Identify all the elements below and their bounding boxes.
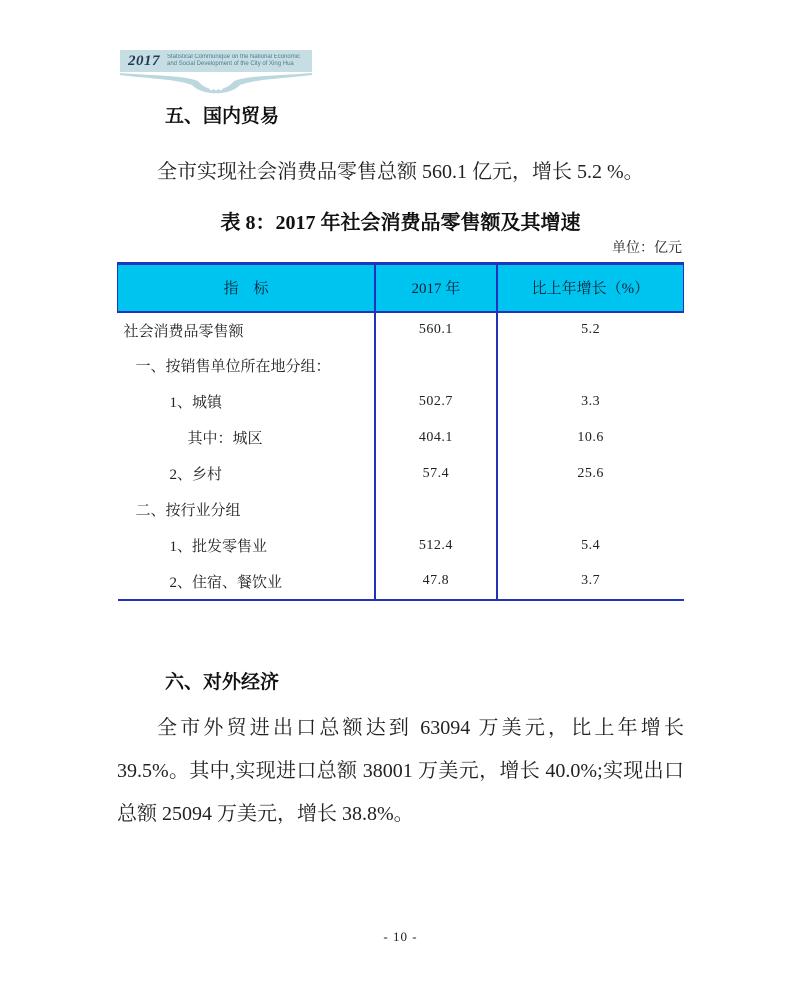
- banner-year-label: 2017: [128, 52, 160, 69]
- table8-header-growth: 比上年增长（%）: [497, 264, 684, 312]
- row-indicator-label: 一、按销售单位所在地分组：: [135, 359, 331, 375]
- section-heading-foreign-economy: 六、对外经济: [165, 671, 280, 693]
- banner-bar: [120, 50, 312, 72]
- table-row: [118, 348, 684, 384]
- row-growth-value: [497, 348, 684, 384]
- row-indicator-label: 社会消费品零售额: [123, 323, 244, 340]
- table8-unit-label: 单位：亿元: [612, 241, 682, 256]
- table8-title: 表 8：2017 年社会消费品零售额及其增速: [220, 212, 581, 234]
- report-year-banner: [120, 50, 312, 96]
- document-page: [117, 0, 684, 945]
- row-growth-value: 3.3: [497, 384, 684, 420]
- domestic-trade-paragraph: 全市实现社会消费品零售总额 560.1 亿元，增长 5.2 %。: [157, 161, 644, 183]
- banner-swoosh: [120, 72, 312, 96]
- row-growth-value: [497, 492, 684, 528]
- table-row: [118, 564, 684, 600]
- table8-header-2017: 2017 年: [375, 264, 497, 312]
- table-row: [118, 492, 684, 528]
- row-value-2017: 560.1: [375, 312, 497, 348]
- row-indicator-label: 二、按行业分组: [135, 503, 241, 519]
- row-value-2017: 47.8: [375, 564, 497, 600]
- row-value-2017: 404.1: [375, 420, 497, 456]
- table-row: [118, 420, 684, 456]
- row-value-2017: [375, 492, 497, 528]
- row-value-2017: 502.7: [375, 384, 497, 420]
- row-indicator-label: 1、批发零售业: [169, 539, 268, 555]
- section-heading-domestic-trade: 五、国内贸易: [165, 106, 280, 127]
- row-value-2017: [375, 348, 497, 384]
- foreign-economy-paragraph: 全市外贸进出口总额达到 63094 万美元，比上年增长 39.5%。其中,实现进口总额 38001 万美元，增长 40.0%;实现出口总额 25094 万美元，增长 38.8%。: [117, 716, 684, 825]
- table8-header: [118, 264, 684, 312]
- banner-tagline-line1: Statistical Communique on the National Economic: [167, 54, 301, 60]
- row-growth-value: 3.7: [497, 564, 684, 600]
- row-indicator-label: 2、乡村: [169, 467, 223, 483]
- row-growth-value: 5.2: [497, 312, 684, 348]
- row-value-2017: 512.4: [375, 528, 497, 564]
- row-growth-value: 25.6: [497, 456, 684, 492]
- row-growth-value: 10.6: [497, 420, 684, 456]
- table-row: [118, 456, 684, 492]
- row-indicator-label: 2、住宿、餐饮业: [169, 574, 283, 591]
- row-value-2017: 57.4: [375, 456, 497, 492]
- row-growth-value: 5.4: [497, 528, 684, 564]
- table-row: [118, 384, 684, 420]
- table8: [117, 262, 684, 601]
- table8-header-indicator: 指 标: [118, 264, 376, 312]
- page-number: - 10 -: [383, 928, 418, 944]
- table-body: [118, 312, 684, 600]
- banner-tagline-line2: and Social Development of the City of Xing Hua: [167, 61, 294, 67]
- banner-tagline: [167, 54, 300, 68]
- table-row: [118, 312, 684, 348]
- row-indicator-label: 其中：城区: [187, 431, 263, 447]
- table-row: [118, 528, 684, 564]
- row-indicator-label: 1、城镇: [169, 395, 223, 411]
